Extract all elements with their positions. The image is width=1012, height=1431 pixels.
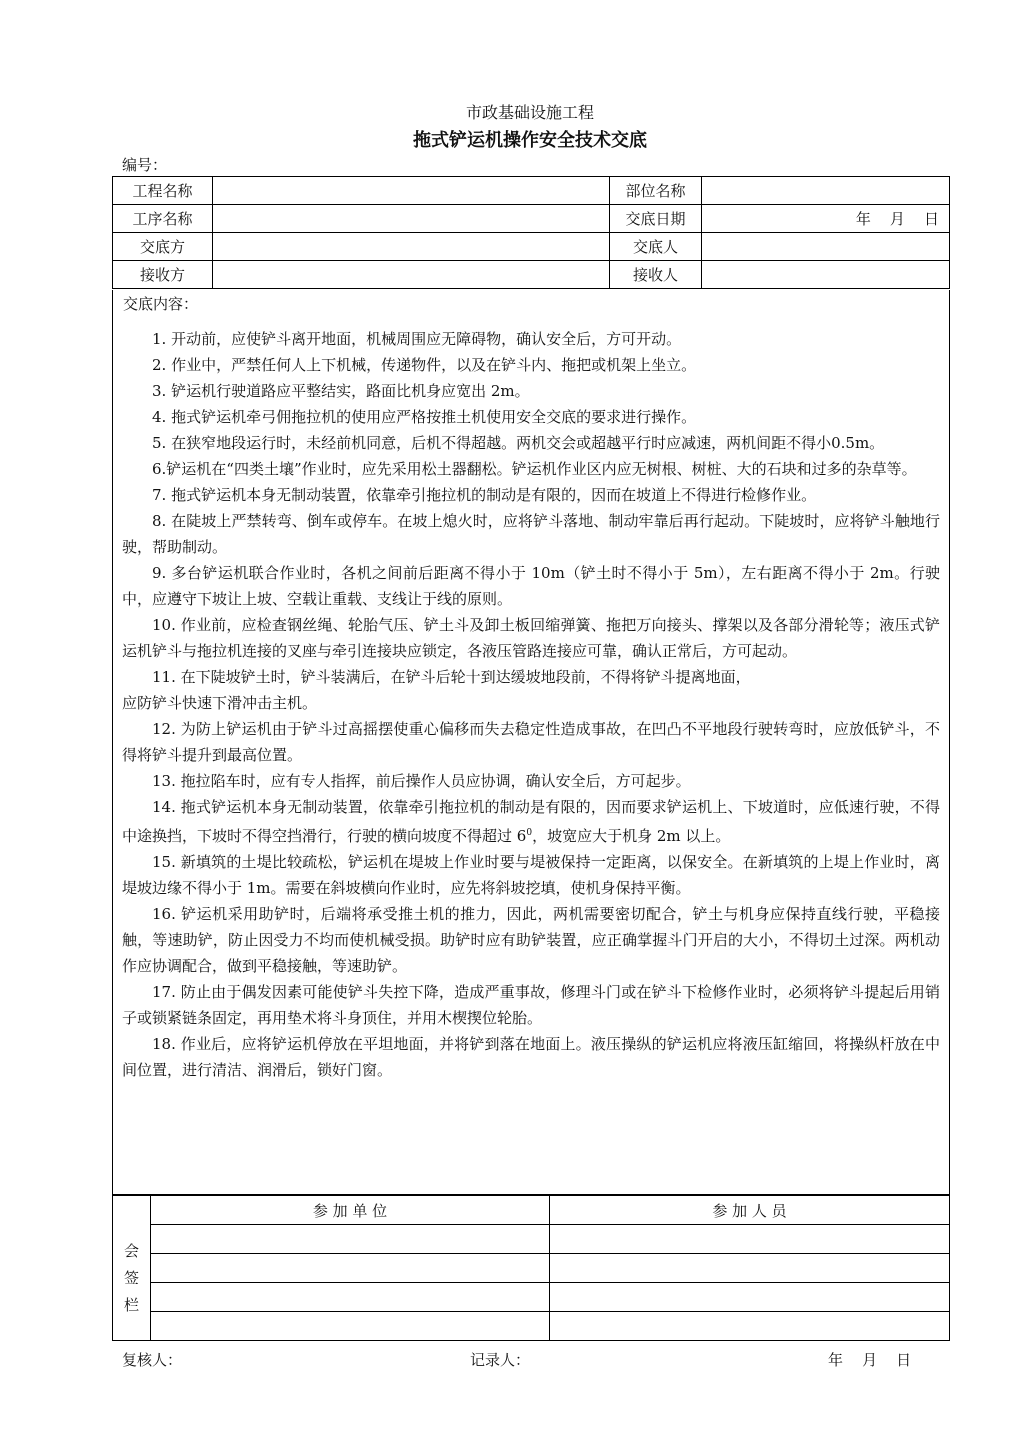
part-name-label: 部位名称 — [610, 177, 702, 205]
participating-person-header: 参 加 人 员 — [550, 1196, 950, 1225]
safety-item: 1. 开动前，应使铲斗离开地面，机械周围应无障碍物，确认安全后，方可开动。 — [152, 330, 682, 348]
discloser-party-label: 交底方 — [113, 233, 213, 261]
serial-number-label: 编号： — [122, 156, 168, 174]
signoff-side-char: 会 — [123, 1241, 139, 1260]
safety-item: 5. 在狭窄地段运行时，未经前机同意，后机不得超越。两机交会或超越平行时应减速，两机间距不得小0.5m。 — [152, 434, 885, 452]
signoff-side-char: 栏 — [123, 1295, 139, 1314]
recorder-label: 记录人： — [470, 1351, 531, 1369]
info-row-discloser — [113, 233, 950, 261]
safety-items-list — [122, 326, 940, 1083]
discloser-person-label: 交底人 — [610, 233, 702, 261]
info-row-receiver — [113, 261, 950, 289]
safety-item: 3. 铲运机行驶道路应平整结实，路面比机身应宽出 2m。 — [152, 382, 530, 400]
info-table — [112, 176, 950, 289]
safety-item: 17. 防止由于偶发因素可能使铲斗失控下降，造成严重事故，修理斗门或在铲斗下检修作业时，必须将铲斗提起后用销子或锁紧链条固定，再用垫术将斗身顶住，并用木楔揳位轮胎。 — [122, 983, 940, 1027]
safety-item-continuation: 应防铲斗快速下滑冲击主机。 — [122, 694, 318, 712]
safety-item-text: 14. 拖式铲运机本身无制动装置，依靠牵引拖拉机的制动是有限的，因而要求铲运机上、下坡道时，应低速行驶，不得中途换挡，下坡时不得空挡滑行，行驶的横向坡度不得超过 6 — [122, 798, 940, 845]
safety-item: 8. 在陡坡上严禁转弯、倒车或停车。在坡上熄火时，应将铲斗落地、制动牢靠后再行起动。下陡坡时，应将铲斗触地行驶，帮助制动。 — [122, 512, 940, 556]
project-name-label: 工程名称 — [113, 177, 213, 205]
safety-item: 4. 拖式铲运机牵弓佣拖拉机的使用应严格按推土机使用安全交底的要求进行操作。 — [152, 408, 697, 426]
reviewer-label: 复核人： — [122, 1351, 183, 1369]
signoff-header-row — [113, 1196, 950, 1225]
discloser-person-field[interactable] — [702, 233, 950, 261]
safety-item — [122, 794, 940, 849]
receiver-party-label: 接收方 — [113, 261, 213, 289]
safety-item: 10. 作业前，应检查钢丝绳、轮胎气压、铲土斗及卸土板回缩弹簧、拖把万向接头、撑架以及各部分滑轮等；液压式铲运机铲斗与拖拉机连接的叉座与牵引连接块应锁定，各液压管路连接应可靠，确认正常后，方可起动。 — [122, 616, 940, 660]
discloser-party-field[interactable] — [213, 233, 610, 261]
safety-item: 18. 作业后，应将铲运机停放在平坦地面，并将铲到落在地面上。液压操纵的铲运机应将液压缸缩回，将操纵杆放在中间位置，进行清洁、润滑后，锁好门窗。 — [122, 1035, 940, 1079]
signoff-row — [113, 1225, 950, 1254]
safety-item: 7. 拖式铲运机本身无制动装置，依靠牵引拖拉机的制动是有限的，因而在坡道上不得进行检修作业。 — [152, 486, 817, 504]
safety-item: 16. 铲运机采用助铲时，后端将承受推土机的推力，因此，两机需要密切配合，铲土与机身应保持直线行驶，平稳接触，等速助铲，防止因受力不均而使机械受损。助铲时应有助铲装置，应正确掌握斗门开启的大小，不得切土过深。两机动作应协调配合，做到平稳接触，等速助铲。 — [122, 905, 940, 975]
participating-person-cell[interactable] — [550, 1254, 950, 1283]
content-label: 交底内容： — [123, 295, 199, 313]
footer-date-label: 年 月 日 — [828, 1351, 912, 1369]
participating-unit-cell[interactable] — [151, 1283, 550, 1312]
disclosure-date-field[interactable]: 年 月 日 — [702, 205, 950, 233]
document-subtitle: 市政基础设施工程 — [465, 103, 594, 122]
participating-person-cell[interactable] — [550, 1312, 950, 1341]
signoff-row — [113, 1283, 950, 1312]
safety-item: 15. 新填筑的土堤比较疏松，铲运机在堤坡上作业时要与堤被保持一定距离，以保安全。在新填筑的上堤上作业时，离堤坡边缘不得小于 1m。需要在斜坡横向作业时，应先将斜坡挖填，使机身保持平衡。 — [122, 853, 940, 897]
safety-item: 12. 为防上铲运机由于铲斗过高摇摆使重心偏移而失去稳定性造成事故，在凹凸不平地段行驶转弯时，应放低铲斗，不得将铲斗提升到最高位置。 — [122, 720, 940, 764]
part-name-field[interactable] — [702, 177, 950, 205]
receiver-person-field[interactable] — [702, 261, 950, 289]
receiver-party-field[interactable] — [213, 261, 610, 289]
signoff-side-char: 签 — [123, 1268, 139, 1287]
participating-unit-cell[interactable] — [151, 1225, 550, 1254]
signoff-row — [113, 1254, 950, 1283]
participating-person-cell[interactable] — [550, 1283, 950, 1312]
safety-item: 6.铲运机在“四类土壤”作业时，应先采用松土器翻松。铲运机作业区内应无树根、树桩、大的石块和过多的杂草等。 — [152, 460, 917, 478]
participating-unit-header: 参 加 单 位 — [151, 1196, 550, 1225]
safety-item: 2. 作业中，严禁任何人上下机械，传递物件，以及在铲斗内、拖把或机架上坐立。 — [152, 356, 697, 374]
participating-unit-cell[interactable] — [151, 1254, 550, 1283]
participating-person-cell[interactable] — [550, 1225, 950, 1254]
signoff-table — [112, 1195, 950, 1341]
safety-item: 11. 在下陡坡铲土时，铲斗装满后，在铲斗后轮十到达缓坡地段前，不得将铲斗提离地面， — [152, 668, 751, 686]
safety-item: 9. 多台铲运机联合作业时，各机之间前后距离不得小于 10m（铲土时不得小于 5m），左右距离不得小于 2m。行驶中，应遵守下坡让上坡、空载让重载、支线让于线的原则。 — [122, 564, 940, 608]
disclosure-content-box — [112, 290, 950, 1195]
participating-unit-cell[interactable] — [151, 1312, 550, 1341]
receiver-person-label: 接收人 — [610, 261, 702, 289]
info-row-process — [113, 205, 950, 233]
disclosure-date-label: 交底日期 — [610, 205, 702, 233]
process-name-field[interactable] — [213, 205, 610, 233]
degree-superscript: 0 — [526, 828, 533, 838]
project-name-field[interactable] — [213, 177, 610, 205]
document-title: 拖式铲运机操作安全技术交底 — [413, 130, 647, 151]
info-row-project — [113, 177, 950, 205]
signoff-side-label — [113, 1196, 151, 1341]
safety-item: 13. 拖拉陷车时，应有专人指挥，前后操作人员应协调，确认安全后，方可起步。 — [152, 772, 691, 790]
process-name-label: 工序名称 — [113, 205, 213, 233]
signoff-row — [113, 1312, 950, 1341]
safety-item-text: ，坡宽应大于机身 2m 以上。 — [532, 827, 731, 845]
